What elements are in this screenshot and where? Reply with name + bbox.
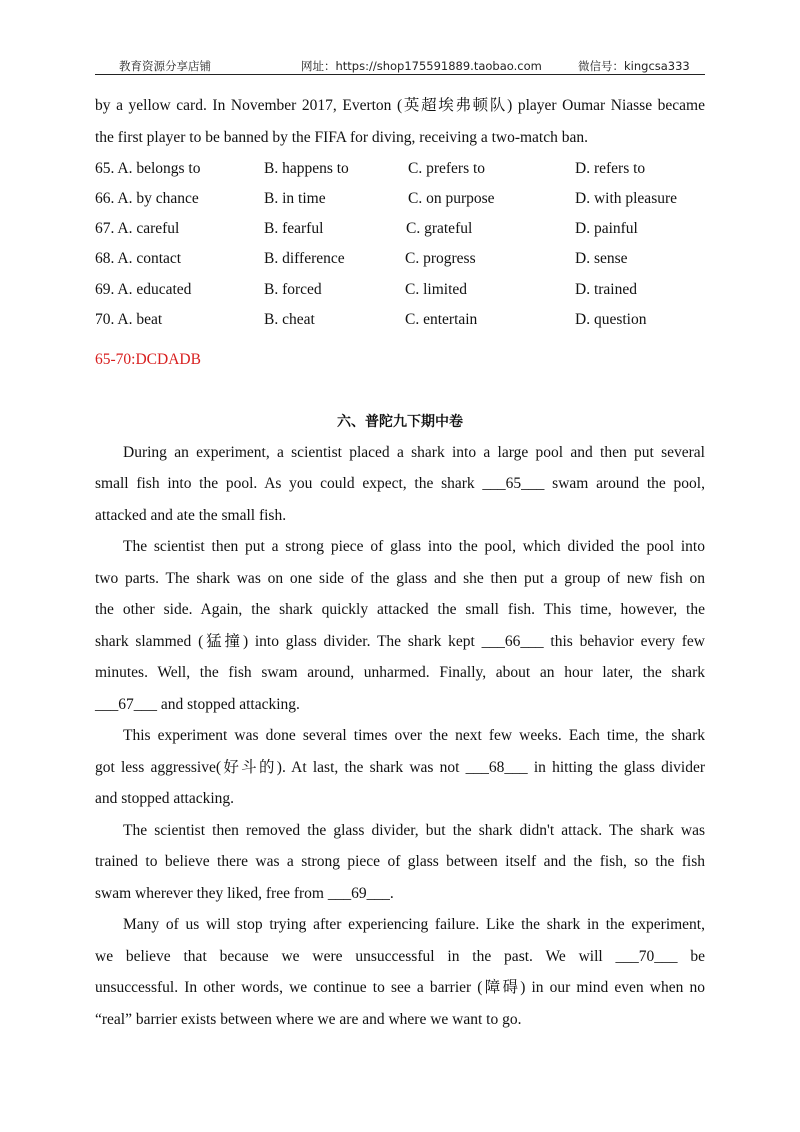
section-title: 六、普陀九下期中卷 [337, 414, 463, 430]
passage-line: The scientist then put a strong piece of glass into the pool, which divided the pool into [123, 538, 705, 555]
option-d: D. trained [575, 281, 637, 298]
option-a: 67. A. careful [95, 220, 180, 237]
option-d: D. question [575, 311, 647, 328]
header-shop-name: 教育资源分享店铺 [119, 59, 211, 73]
header-wechat: 微信号：kingcsa333 [578, 59, 690, 73]
option-c: C. entertain [405, 311, 478, 328]
passage-line: two parts. The shark was on one side of the glass and she then put a group of new fish on [95, 570, 705, 587]
option-row-66 [95, 189, 705, 209]
top-paragraph-line: the first player to be banned by the FIFA for diving, receiving a two-match ban. [95, 129, 588, 146]
top-paragraph-line: by a yellow card. In November 2017, Everton (英超埃弗顿队) player Oumar Niasse became [95, 97, 705, 114]
option-d: D. refers to [575, 160, 646, 177]
passage-line: small fish into the pool. As you could expect, the shark ___65___ swam around the pool, [95, 475, 705, 492]
option-b: B. happens to [264, 160, 349, 177]
option-c: C. progress [405, 250, 476, 267]
passage-line: The scientist then removed the glass divider, but the shark didn't attack. The shark was [123, 822, 705, 839]
option-a: 66. A. by chance [95, 190, 199, 207]
option-d: D. sense [575, 250, 628, 267]
option-c: C. prefers to [408, 160, 486, 177]
answer-key: 65-70:DCDADB [95, 351, 201, 368]
passage-line: unsuccessful. In other words, we continue to see a barrier (障碍) in our mind even when no [95, 979, 705, 996]
passage-line: “real” barrier exists between where we are and where we want to go. [95, 1011, 522, 1028]
option-a: 68. A. contact [95, 250, 182, 267]
passage-line: swam wherever they liked, free from ___69___. [95, 885, 394, 902]
option-row-65 [95, 159, 705, 179]
passage-line: This experiment was done several times over the next few weeks. Each time, the shark [123, 727, 705, 744]
passage-line: trained to believe there was a strong piece of glass between itself and the fish, so the fish [95, 853, 705, 870]
option-a: 69. A. educated [95, 281, 192, 298]
option-row-70 [95, 310, 705, 330]
passage-line: minutes. Well, the fish swam around, unharmed. Finally, about an hour later, the shark [95, 664, 705, 681]
passage-line: Many of us will stop trying after experiencing failure. Like the shark in the experiment, [123, 916, 705, 933]
option-d: D. with pleasure [575, 190, 678, 207]
page-header [95, 56, 705, 75]
option-b: B. forced [264, 281, 322, 298]
option-b: B. in time [264, 190, 326, 207]
passage-line: During an experiment, a scientist placed a shark into a large pool and then put several [123, 444, 705, 461]
passage-line: got less aggressive(好斗的). At last, the shark was not ___68___ in hitting the glass divider [95, 759, 705, 776]
passage-line: shark slammed (猛撞) into glass divider. The shark kept ___66___ this behavior every few [95, 633, 705, 650]
passage-line: we believe that because we were unsuccessful in the past. We will ___70___ be [95, 948, 705, 965]
option-row-67 [95, 219, 705, 239]
option-c: C. limited [405, 281, 467, 298]
option-c: C. grateful [406, 220, 473, 237]
option-a: 70. A. beat [95, 311, 163, 328]
option-b: B. cheat [264, 311, 315, 328]
passage-line: ___67___ and stopped attacking. [95, 696, 300, 713]
option-a: 65. A. belongs to [95, 160, 201, 177]
option-d: D. painful [575, 220, 638, 237]
passage-line: attacked and ate the small fish. [95, 507, 287, 524]
option-b: B. fearful [264, 220, 324, 237]
option-b: B. difference [264, 250, 345, 267]
header-url: 网址：https://shop175591889.taobao.com [301, 59, 542, 73]
option-row-68 [95, 249, 705, 269]
passage-line: the other side. Again, the shark quickly attacked the small fish. This time, however, the [95, 601, 705, 618]
option-c: C. on purpose [408, 190, 495, 207]
option-row-69 [95, 280, 705, 300]
passage-line: and stopped attacking. [95, 790, 235, 807]
